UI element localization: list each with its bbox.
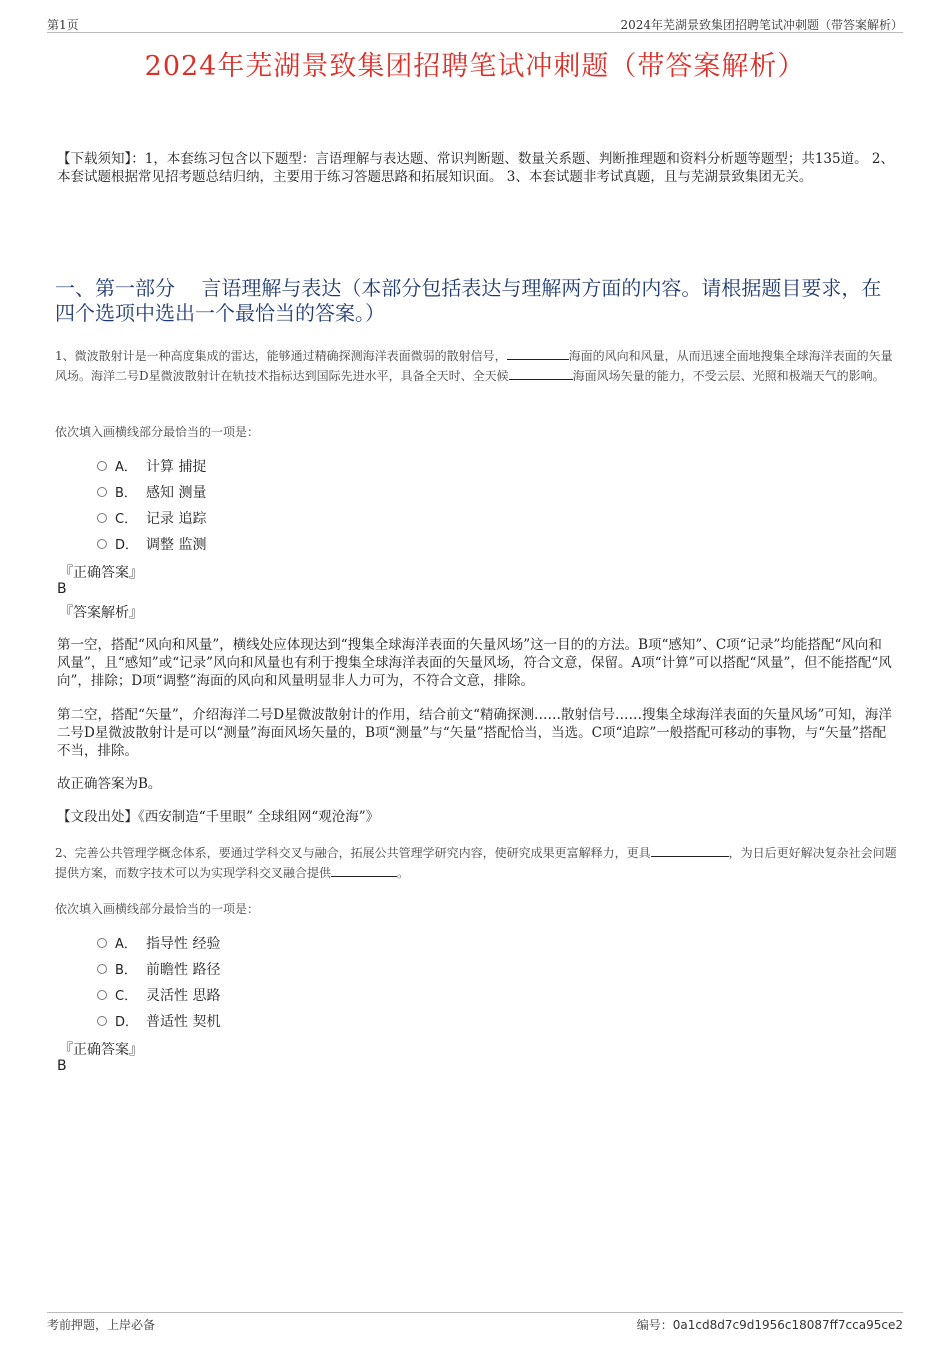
- question-1-text: 1、微波散射计是一种高度集成的雷达，能够通过精确探测海洋表面微弱的散射信号， 海面的风向和风量，从而迅速全面地搜集全球海洋表面的矢量风场。海洋二号D星微波散射计在轨技术指标达到国际先进水平，具备全天时、全天候 海面风场矢量的能力，不受云层、光照和极端天气的影响。: [55, 349, 893, 383]
- analysis-conclusion: 故正确答案为B。: [57, 776, 162, 792]
- answer-value: B: [57, 1058, 67, 1074]
- question-2-option-a[interactable]: A． 指导性 经验: [97, 933, 220, 953]
- fill-blank: [651, 844, 729, 857]
- radio-icon[interactable]: [97, 487, 107, 497]
- section-heading: 一、第一部分 言语理解与表达（本部分包括表达与理解两方面的内容。请根据题目要求，在四个选项中选出一个最恰当的答案。）: [55, 276, 882, 325]
- answer-label: 『正确答案』: [59, 565, 143, 581]
- source-citation: 【文段出处】《西安制造“千里眼” 全球组网“观沧海”》: [57, 809, 380, 825]
- footer-slogan: 考前押题，上岸必备: [47, 1318, 156, 1332]
- analysis-paragraph: 第二空，搭配“矢量”，介绍海洋二号D星微波散射计的作用，结合前文“精确探测……散射信号……搜集全球海洋表面的矢量风场”可知，海洋二号D星微波散射计是可以“测量”海面风场矢量的，B项“测量”与“矢量”搭配恰当，当选。C项“追踪”一般搭配可移动的事物，与“矢量”搭配不当，排除。: [57, 707, 892, 759]
- page-number: 第1页: [47, 18, 79, 32]
- document-title: 2024年芜湖景致集团招聘笔试冲刺题（带答案解析）: [144, 51, 806, 82]
- radio-icon[interactable]: [97, 1016, 107, 1026]
- download-notice: 【下载须知】：1，本套练习包含以下题型：言语理解与表达题、常识判断题、数量关系题、判断推理题和资料分析题等题型；共135道。 2、本套试题根据常见招考题总结归纳，主要用于练习答题思路和拓展知识面。 3、本套试题非考试真题，且与芜湖景致集团无关。: [57, 151, 894, 185]
- radio-icon[interactable]: [97, 938, 107, 948]
- answer-label: 『正确答案』: [59, 1042, 143, 1058]
- question-1-option-c[interactable]: C． 记录 追踪: [97, 508, 206, 528]
- question-2-option-c[interactable]: C． 灵活性 思路: [97, 985, 220, 1005]
- radio-icon[interactable]: [97, 990, 107, 1000]
- question-1-option-d[interactable]: D． 调整 监测: [97, 534, 206, 554]
- question-2-option-b[interactable]: B． 前瞻性 路径: [97, 959, 220, 979]
- page-header: [47, 14, 903, 33]
- page-footer: [47, 1312, 903, 1333]
- question-2-option-d[interactable]: D． 普适性 契机: [97, 1011, 220, 1031]
- question-1-option-b[interactable]: B． 感知 测量: [97, 482, 206, 502]
- analysis-label: 『答案解析』: [59, 605, 143, 621]
- analysis-paragraph: 第一空，搭配“风向和风量”，横线处应体现达到“搜集全球海洋表面的矢量风场”这一目的的方法。B项“感知”、C项“记录”均能搭配“风向和风量”，且“感知”或“记录”风向和风量也有利于搜集全球海洋表面的矢量风场，符合文意，保留。A项“计算”可以搭配“风量”，但不能搭配“风向”，排除；D项“调整”海面的风向和风量明显非人力可为，不符合文意，排除。: [57, 637, 892, 689]
- radio-icon[interactable]: [97, 964, 107, 974]
- fill-blank: [507, 347, 569, 360]
- header-doc-title: 2024年芜湖景致集团招聘笔试冲刺题（带答案解析）: [620, 18, 903, 32]
- radio-icon[interactable]: [97, 513, 107, 523]
- question-2-text: 2、完善公共管理学概念体系，要通过学科交叉与融合，拓展公共管理学研究内容，使研究成果更富解释力，更具 ，为日后更好解决复杂社会问题提供方案，而数字技术可以为实现学科交叉融合提供 。: [55, 846, 897, 880]
- fill-blank: [331, 864, 397, 877]
- question-1-instruction: 依次填入画横线部分最恰当的一项是：: [55, 425, 260, 439]
- answer-value: B: [57, 581, 67, 597]
- footer-code: 编号：0a1cd8d7c9d1956c18087ff7cca95ce2: [636, 1318, 903, 1332]
- question-1-option-a[interactable]: A． 计算 捕捉: [97, 456, 206, 476]
- radio-icon[interactable]: [97, 539, 107, 549]
- radio-icon[interactable]: [97, 461, 107, 471]
- fill-blank: [509, 367, 573, 380]
- question-2-instruction: 依次填入画横线部分最恰当的一项是：: [55, 902, 260, 916]
